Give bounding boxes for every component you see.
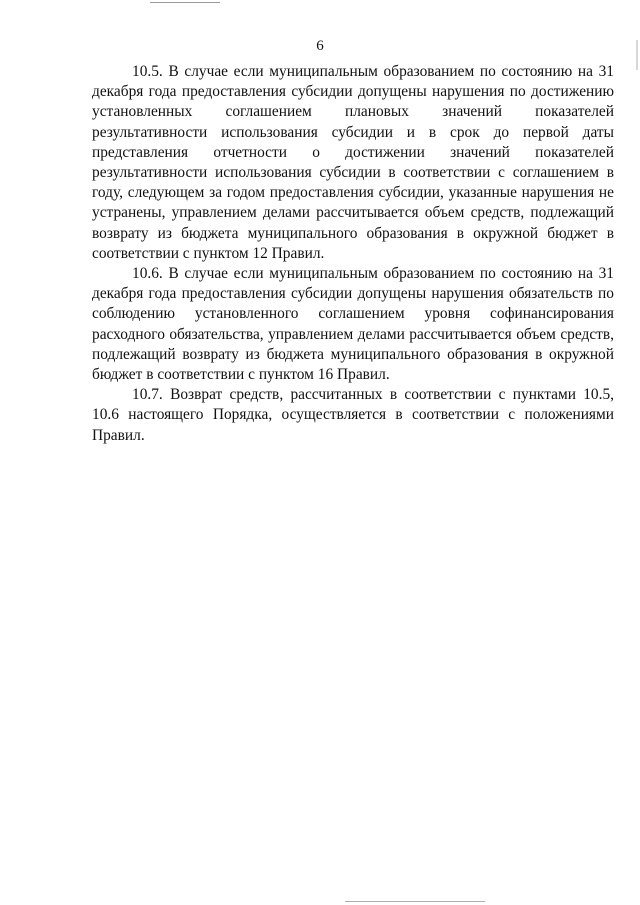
page-number: 6 [316,38,324,54]
paragraph-10-6: 10.6. В случае если муниципальным образованием по состоянию на 31 декабря года предоставления субсидии допущены нарушения обязательств по соблюдению установленного соглашением уровня софинансирования расходного обязательства, управлением делами рассчитывается объем средств, подлежащий возврату из бюджета муниципального образования в окружной бюджет в соответствии с пунктом 16 Правил. [92,265,614,384]
paragraph-10-7: 10.7. Возврат средств, рассчитанных в соответствии с пунктами 10.5, 10.6 настоящего Порядка, осуществляется в соответствии с положениями Правил. [92,386,614,444]
document-body [92,62,614,446]
scan-artifact-bottom-line [345,901,485,902]
scan-artifact-top-line [150,2,220,3]
paragraph-10-5: 10.5. В случае если муниципальным образованием по состоянию на 31 декабря года предоставления субсидии допущены нарушения по достижению установленных соглашением плановых значений показателей результативности использования субсидии и в срок до первой даты представления отчетности о достижении значений показателей результативности использования субсидии в соответствии с соглашением в году, следующем за годом предоставления субсидии, указанные нарушения не устранены, управлением делами рассчитывается объем средств, подлежащий возврату из бюджета муниципального образования в окружной бюджет в соответствии с пунктом 12 Правил. [92,63,614,262]
